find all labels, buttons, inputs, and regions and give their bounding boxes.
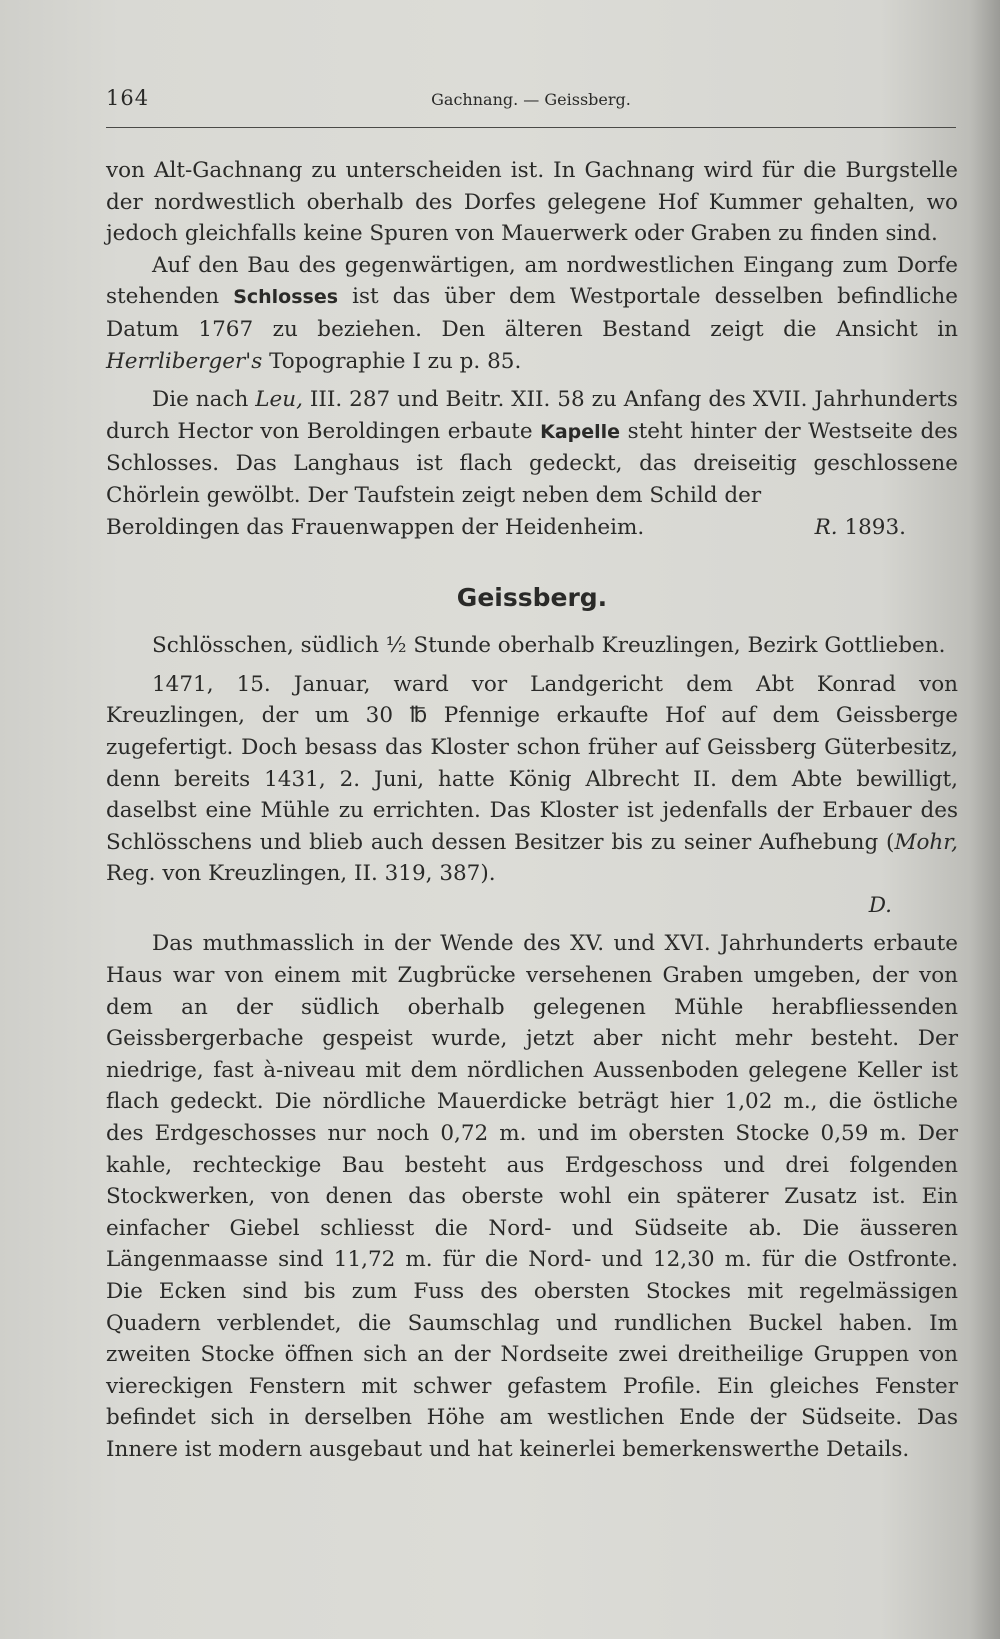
geissberg-paragraph-2 [106, 669, 958, 890]
signature-initial: D. [868, 892, 892, 918]
running-head [106, 86, 956, 116]
page-number: 164 [106, 86, 150, 110]
gachnang-paragraph-3 [106, 384, 958, 511]
author-signature [815, 512, 906, 544]
gachnang-paragraph-1 [106, 155, 958, 250]
text-run: Auf den Bau des gegenwärtigen, am nordwestlichen Eingang zum Dorfe stehenden [106, 252, 958, 310]
text-run: Die nach [152, 387, 249, 413]
gachnang-paragraph-2 [106, 250, 958, 377]
author-signature [106, 890, 958, 922]
italic-reference: Herrliberger's [106, 348, 263, 374]
text-run: 1471, 15. Januar, ward vor Landgericht dem Abt Konrad von Kreuzlingen, der um 30 ℔ Pfennige erkaufte Hof auf dem Geissberge zugefertigt. Doch besass das Kloster schon früher auf Geissberg Güterbesitz, denn bereits 1431, 2. Juni, hatte König Albrecht II. dem Abte bewilligt, daselbst eine Mühle zu errichten. Das Kloster ist jedenfalls der Erbauer des Schlösschens und blieb auch dessen Besitzer bis zu seiner Aufhebung ( [106, 671, 958, 855]
header-rule [106, 127, 956, 128]
text-run: Topographie I zu p. 85. [269, 348, 522, 374]
italic-reference: Leu, [255, 387, 303, 413]
text-run: Beroldingen das Frauenwappen der Heidenheim. [106, 514, 645, 540]
italic-reference: Mohr, [894, 829, 958, 855]
geissberg-paragraph-1 [106, 630, 958, 662]
signature-year: 1893. [844, 514, 906, 540]
signature-initial: R. [814, 514, 838, 540]
text-run: III. 287 und Beitr. XII. 58 zu Anfang des XVII. Jahrhunderts durch Hector von Beroldingen erbaute [106, 387, 958, 444]
bold-term-kapelle: Kapelle [540, 420, 621, 443]
bold-term-schlosses: Schlosses [233, 286, 339, 309]
geissberg-paragraph-3 [106, 928, 958, 1465]
text-run: Schlösschen, südlich ½ Stunde oberhalb Kreuzlingen, Bezirk Gottlieben. [152, 633, 946, 659]
body-text [106, 155, 958, 1466]
text-run: von Alt-Gachnang zu unterscheiden ist. In Gachnang wird für die Burgstelle der nordwestlich oberhalb des Dorfes gelegene Hof Kummer gehalten, wo jedoch gleichfalls keine Spuren von Mauerwerk oder Graben zu finden sind. [106, 158, 958, 247]
text-run: Reg. von Kreuzlingen, II. 319, 387). [106, 861, 496, 887]
section-heading: Geissberg. [456, 583, 608, 613]
signature-line [106, 512, 958, 544]
text-run: Das muthmasslich in der Wende des XV. und XVI. Jahrhunderts erbaute Haus war von einem mit Zugbrücke versehenen Graben umgeben, der von dem an der südlich oberhalb gelegenen Mühle herabfliessenden Geissbergerbache gespeist wurde, jetzt aber nicht mehr besteht. Der niedrige, fast à-niveau mit dem nördlichen Aussenboden gelegene Keller ist flach gedeckt. Die nördliche Mauerdicke beträgt hier 1,02 m., die östliche des Erdgeschosses nur noch 0,72 m. und im obersten Stocke 0,59 m. Der kahle, rechteckige Bau besteht aus Erdgeschoss und drei folgenden Stockwerken, von denen das oberste wohl ein späterer Zusatz ist. Ein einfacher Giebel schliesst die Nord- und Südseite ab. Die äusseren Längenmaasse sind 11,72 m. für die Nord- und 12,30 m. für die Ostfronte. Die Ecken sind bis zum Fuss des obersten Stockes mit regelmässigen Quadern verblendet, die Saumschlag und rundlichen Buckel haben. Im zweiten Stocke öffnen sich an der Nordseite zwei dreitheilige Gruppen von viereckigen Fenstern mit schwer gefastem Profile. Ein gleiches Fenster befindet sich in derselben Höhe am westlichen Ende der Südseite. Das Innere ist modern ausgebaut und hat keinerlei bemerkenswerthe Details. [106, 931, 958, 1462]
text-run: steht hinter der Westseite des Schlosses. Das Langhaus ist flach gedeckt, das dreiseitig geschlossene Chörlein gewölbt. Der Taufstein zeigt neben dem Schild der [106, 418, 958, 508]
running-title: Gachnang. — Geissberg. [431, 90, 631, 109]
text-run: ist das über dem Westportale desselben befindliche Datum 1767 zu beziehen. Den älteren Bestand zeigt die Ansicht in [106, 284, 958, 342]
